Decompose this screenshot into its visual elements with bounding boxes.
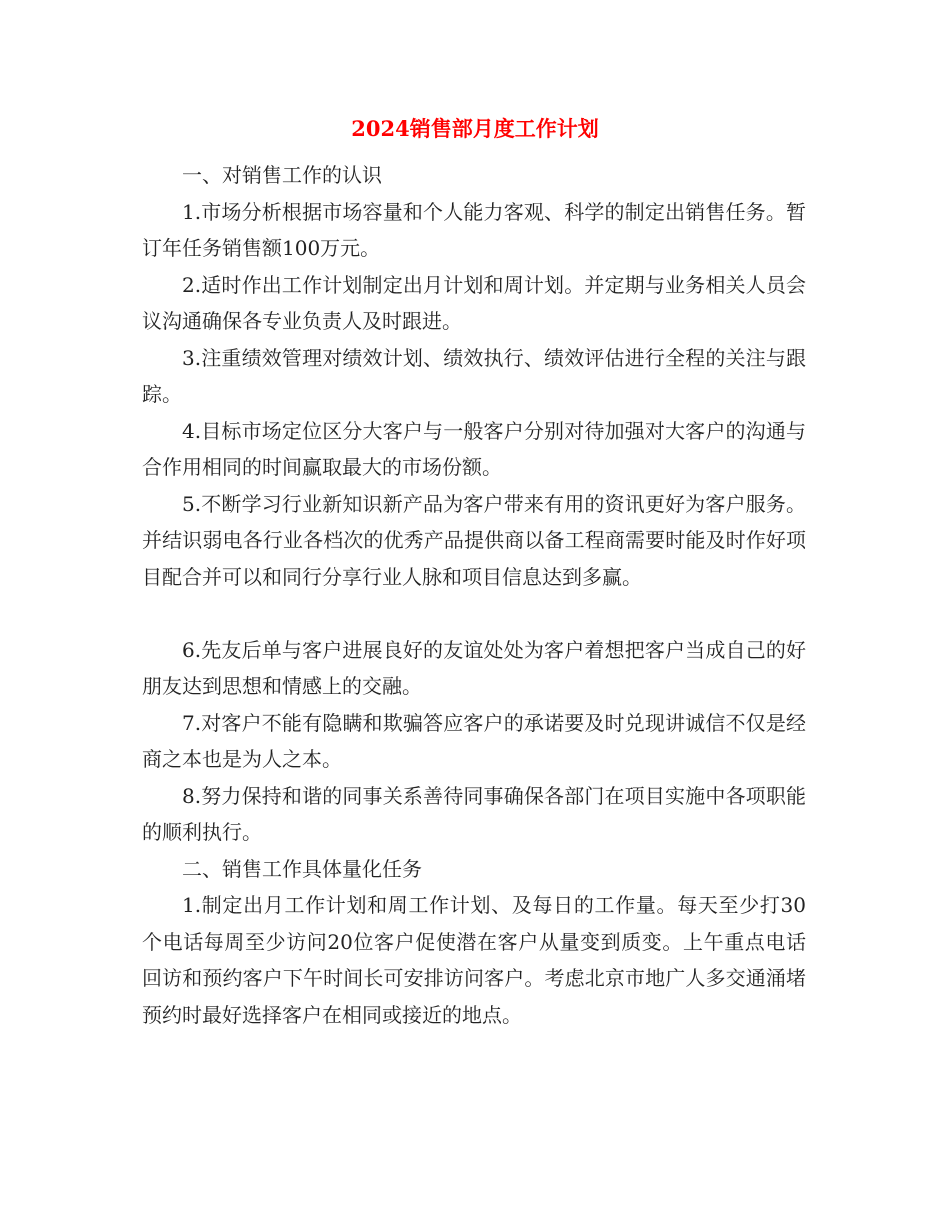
document-title: 2024销售部月度工作计划 — [351, 116, 599, 141]
blank-line — [142, 595, 806, 632]
paragraph: 7.对客户不能有隐瞒和欺骗答应客户的承诺要及时兑现讲诚信不仅是经商之本也是为人之本。 — [142, 710, 806, 771]
paragraph: 3.注重绩效管理对绩效计划、绩效执行、绩效评估进行全程的关注与跟踪。 — [142, 345, 806, 406]
paragraph: 4.目标市场定位区分大客户与一般客户分别对待加强对大客户的沟通与合作用相同的时间赢取最大的市场份额。 — [142, 418, 806, 479]
paragraph: 6.先友后单与客户进展良好的友谊处处为客户着想把客户当成自己的好朋友达到思想和情感上的交融。 — [142, 637, 806, 698]
paragraph: 1.市场分析根据市场容量和个人能力客观、科学的制定出销售任务。暂订年任务销售额100万元。 — [142, 199, 806, 260]
paragraph: 2.适时作出工作计划制定出月计划和周计划。并定期与业务相关人员会议沟通确保各专业负责人及时跟进。 — [142, 272, 806, 333]
document-body — [142, 157, 806, 1033]
paragraph: 8.努力保持和谐的同事关系善待同事确保各部门在项目实施中各项职能的顺利执行。 — [142, 783, 806, 844]
section-heading-1: 一、对销售工作的认识 — [182, 163, 382, 187]
section-heading-2: 二、销售工作具体量化任务 — [182, 856, 422, 881]
paragraph: 5.不断学习行业新知识新产品为客户带来有用的资讯更好为客户服务。并结识弱电各行业各档次的优秀产品提供商以备工程商需要时能及时作好项目配合并可以和同行分享行业人脉和项目信息达到多赢。 — [142, 491, 806, 589]
paragraph: 1.制定出月工作计划和周工作计划、及每日的工作量。每天至少打30个电话每周至少访问20位客户促使潜在客户从量变到质变。上午重点电话回访和预约客户下午时间长可安排访问客户。考虑北京市地广人多交通涌堵预约时最好选择客户在相同或接近的地点。 — [142, 893, 806, 1027]
